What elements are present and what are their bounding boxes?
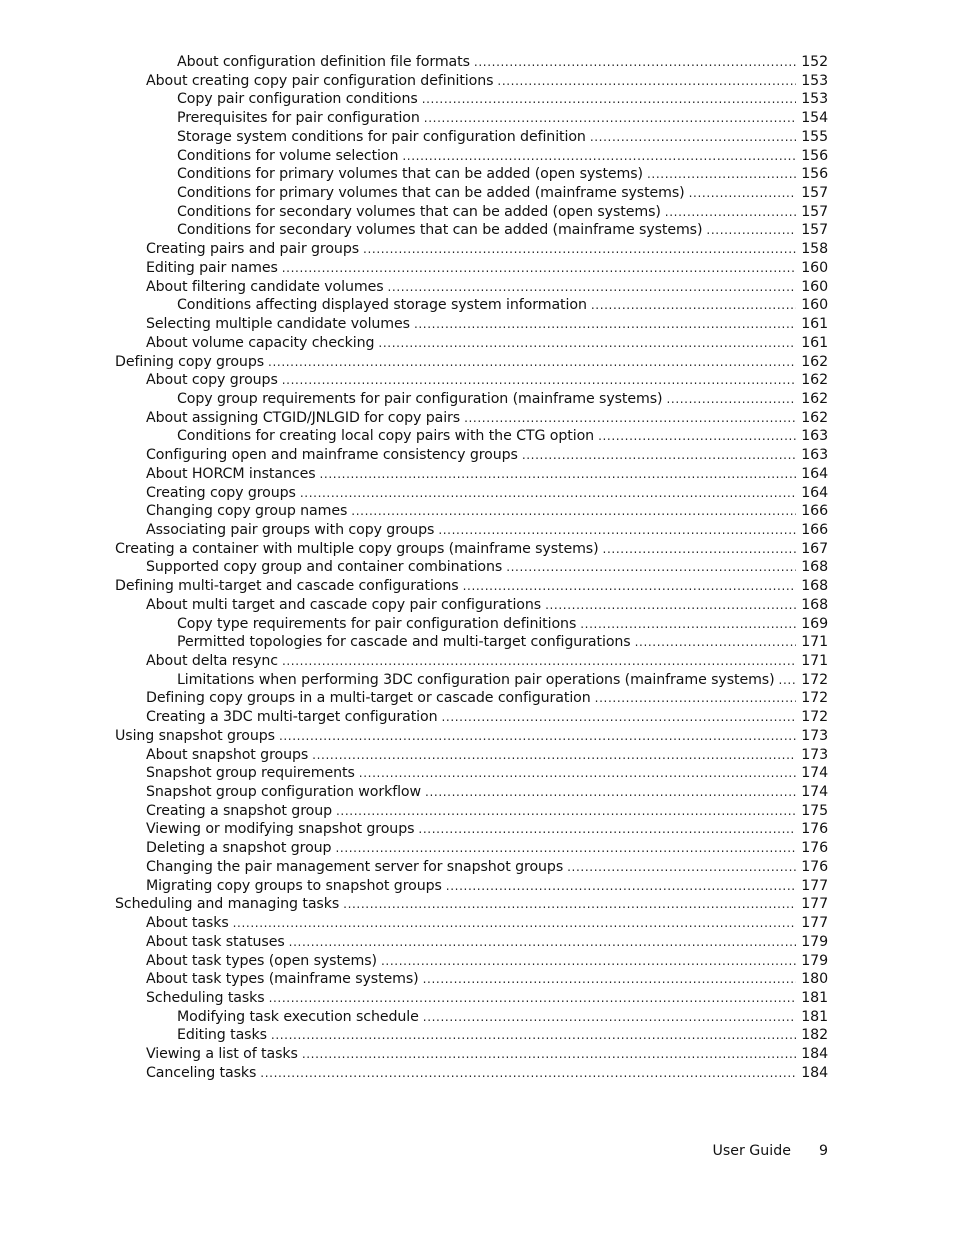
- toc-dot-leader: [320, 465, 797, 484]
- toc-dot-leader: [595, 689, 796, 708]
- toc-entry-page-number[interactable]: 154: [801, 110, 828, 127]
- toc-entry[interactable]: [115, 708, 828, 727]
- toc-entry-title[interactable]: About configuration definition file formats: [177, 54, 470, 70]
- toc-entry[interactable]: [115, 615, 828, 634]
- toc-dot-leader: [446, 877, 796, 896]
- toc-entry[interactable]: [115, 259, 828, 278]
- toc-dot-leader: [388, 278, 797, 297]
- toc-dot-leader: [343, 895, 796, 914]
- toc-entry[interactable]: [115, 240, 828, 259]
- footer-document-name: User Guide: [712, 1143, 791, 1159]
- toc-entry-title[interactable]: About filtering candidate volumes: [146, 278, 384, 295]
- toc-entry-page-number[interactable]: 152: [801, 54, 828, 70]
- toc-entry-page-number[interactable]: 160: [801, 278, 828, 295]
- toc-dot-leader: [312, 746, 796, 765]
- toc-dot-leader: [418, 820, 796, 839]
- toc-entry-page-number[interactable]: 172: [801, 709, 828, 726]
- toc-entry-title[interactable]: Copy type requirements for pair configuration definitions: [177, 615, 577, 632]
- toc-entry-title[interactable]: Snapshot group configuration workflow: [146, 784, 422, 801]
- toc-entry-title[interactable]: Scheduling tasks: [146, 989, 265, 1006]
- toc-entry-title[interactable]: Creating a snapshot group: [146, 802, 332, 819]
- footer-page-number: 9: [818, 1143, 828, 1159]
- toc-entry-page-number[interactable]: 153: [801, 72, 828, 89]
- toc-entry[interactable]: [115, 427, 828, 446]
- toc-entry-title[interactable]: Deleting a snapshot group: [146, 840, 332, 857]
- toc-entry-title[interactable]: About volume capacity checking: [146, 334, 375, 351]
- toc-entry-page-number[interactable]: 158: [801, 241, 828, 258]
- toc-entry[interactable]: [115, 502, 828, 521]
- toc-entry-page-number[interactable]: 157: [801, 185, 828, 202]
- toc-dot-leader: [336, 802, 796, 821]
- toc-dot-leader: [282, 259, 796, 278]
- toc-dot-leader: [666, 390, 796, 409]
- toc-entry-title[interactable]: Using snapshot groups: [115, 727, 275, 744]
- toc-entry-title[interactable]: About delta resync: [146, 653, 278, 669]
- toc-entry-title[interactable]: Defining multi-target and cascade configurations: [115, 578, 459, 595]
- toc-entry-page-number[interactable]: 176: [801, 840, 828, 857]
- toc-dot-leader: [378, 334, 796, 353]
- toc-entry-title[interactable]: Prerequisites for pair configuration: [177, 110, 420, 127]
- toc-entry-title[interactable]: Configuring open and mainframe consistency groups: [146, 447, 518, 464]
- page-footer: [600, 1143, 828, 1159]
- toc-entry-title[interactable]: Creating copy groups: [146, 484, 296, 501]
- toc-entry[interactable]: [115, 802, 828, 821]
- toc-entry[interactable]: [115, 633, 828, 652]
- toc-entry-title[interactable]: About multi target and cascade copy pair configurations: [146, 596, 542, 613]
- toc-entry[interactable]: [115, 783, 828, 802]
- toc-entry[interactable]: [115, 970, 828, 989]
- toc-dot-leader: [422, 90, 796, 109]
- toc-entry-page-number[interactable]: 164: [801, 465, 828, 482]
- toc-entry[interactable]: [115, 72, 828, 91]
- toc-entry-title[interactable]: About assigning CTGID/JNLGID for copy pairs: [146, 409, 461, 426]
- toc-dot-leader: [647, 165, 796, 184]
- toc-dot-leader: [260, 1064, 796, 1083]
- toc-entry-page-number[interactable]: 173: [801, 746, 828, 763]
- toc-entry-page-number[interactable]: 176: [801, 858, 828, 875]
- toc-dot-leader: [779, 671, 796, 690]
- toc-entry-page-number[interactable]: 175: [801, 802, 828, 819]
- toc-entry-title[interactable]: Conditions for creating local copy pairs with the CTG option: [177, 428, 595, 445]
- toc-dot-leader: [271, 1026, 796, 1045]
- toc-entry[interactable]: [115, 90, 828, 109]
- toc-entry-title[interactable]: Creating a 3DC multi-target configuration: [146, 709, 438, 726]
- toc-dot-leader: [635, 633, 796, 652]
- toc-entry-page-number[interactable]: 161: [801, 316, 828, 333]
- toc-dot-leader: [423, 1008, 796, 1027]
- toc-entry-page-number[interactable]: 156: [801, 166, 828, 183]
- toc-entry-title[interactable]: About snapshot groups: [146, 746, 309, 763]
- toc-entry[interactable]: [115, 109, 828, 128]
- toc-entry-page-number[interactable]: 168: [801, 578, 828, 595]
- toc-dot-leader: [381, 952, 796, 971]
- toc-entry-title[interactable]: Editing pair names: [146, 259, 278, 276]
- toc-entry-title[interactable]: Defining copy groups: [115, 353, 265, 370]
- toc-entry[interactable]: [115, 128, 828, 147]
- toc-entry-page-number[interactable]: 169: [801, 615, 828, 632]
- toc-dot-leader: [402, 147, 796, 166]
- toc-entry[interactable]: [115, 652, 828, 671]
- toc-entry-page-number[interactable]: 172: [801, 671, 828, 688]
- toc-entry-page-number[interactable]: 157: [801, 222, 828, 239]
- toc-entry-page-number[interactable]: 180: [801, 971, 828, 988]
- toc-entry[interactable]: [115, 764, 828, 783]
- toc-entry-title[interactable]: Supported copy group and container combinations: [146, 559, 503, 576]
- toc-entry[interactable]: [115, 147, 828, 166]
- toc-entry-title[interactable]: Creating pairs and pair groups: [146, 241, 360, 258]
- toc-dot-leader: [603, 540, 796, 559]
- toc-dot-leader: [414, 315, 796, 334]
- toc-entry-title[interactable]: Snapshot group requirements: [146, 765, 355, 782]
- toc-entry-page-number[interactable]: 168: [801, 559, 828, 576]
- toc-entry-title[interactable]: About HORCM instances: [146, 465, 316, 482]
- toc-entry-page-number[interactable]: 181: [801, 1008, 828, 1025]
- toc-entry[interactable]: [115, 577, 828, 596]
- toc-entry[interactable]: [115, 484, 828, 503]
- toc-entry[interactable]: [115, 53, 828, 72]
- toc-dot-leader: [441, 708, 796, 727]
- toc-dot-leader: [665, 203, 796, 222]
- toc-dot-leader: [423, 970, 796, 989]
- toc-entry-title[interactable]: Migrating copy groups to snapshot groups: [146, 877, 442, 894]
- toc-dot-leader: [268, 353, 796, 372]
- toc-entry-title[interactable]: Changing copy group names: [146, 503, 348, 520]
- toc-entry-page-number[interactable]: 171: [801, 634, 828, 651]
- toc-dot-leader: [282, 371, 796, 390]
- toc-entry-title[interactable]: Defining copy groups in a multi-target or cascade configuration: [146, 690, 591, 707]
- toc-entry-page-number[interactable]: 174: [801, 784, 828, 801]
- toc-entry-title[interactable]: Conditions for primary volumes that can be added (mainframe systems): [177, 185, 685, 202]
- toc-entry[interactable]: [115, 1026, 828, 1045]
- toc-entry-title[interactable]: Scheduling and managing tasks: [115, 896, 340, 913]
- toc-dot-leader: [289, 933, 796, 952]
- toc-dot-leader: [279, 727, 796, 746]
- toc-entry-page-number[interactable]: 161: [801, 334, 828, 351]
- toc-entry[interactable]: [115, 446, 828, 465]
- toc-entry-page-number[interactable]: 163: [801, 428, 828, 445]
- toc-entry[interactable]: [115, 858, 828, 877]
- toc-dot-leader: [463, 577, 796, 596]
- toc-entry-page-number[interactable]: 160: [801, 259, 828, 276]
- toc-entry[interactable]: [115, 371, 828, 390]
- toc-entry-page-number[interactable]: 163: [801, 447, 828, 464]
- toc-entry-title[interactable]: About task statuses: [146, 933, 285, 950]
- toc-entry[interactable]: [115, 221, 828, 240]
- toc-entry[interactable]: [115, 877, 828, 896]
- toc-entry-page-number[interactable]: 171: [801, 653, 828, 669]
- toc-entry-title[interactable]: About task types (open systems): [146, 952, 377, 969]
- toc-entry-page-number[interactable]: 177: [801, 896, 828, 913]
- toc-entry[interactable]: [115, 689, 828, 708]
- toc-entry-title[interactable]: Limitations when performing 3DC configuration pair operations (mainframe systems): [177, 671, 775, 688]
- toc-entry-page-number[interactable]: 173: [801, 727, 828, 744]
- toc-dot-leader: [438, 521, 796, 540]
- toc-entry-page-number[interactable]: 177: [801, 915, 828, 932]
- toc-entry[interactable]: [115, 465, 828, 484]
- toc-dot-leader: [580, 615, 796, 634]
- toc-entry[interactable]: [115, 933, 828, 952]
- toc-entry[interactable]: [115, 1064, 828, 1083]
- toc-dot-leader: [474, 53, 796, 72]
- toc-dot-leader: [363, 240, 796, 259]
- toc-entry-title[interactable]: Creating a container with multiple copy groups (mainframe systems): [115, 540, 599, 557]
- toc-dot-leader: [335, 839, 796, 858]
- toc-entry[interactable]: [115, 390, 828, 409]
- toc-entry-title[interactable]: Canceling tasks: [146, 1064, 257, 1081]
- toc-entry[interactable]: [115, 952, 828, 971]
- toc-entry-title[interactable]: About tasks: [146, 915, 229, 932]
- toc-entry-page-number[interactable]: 166: [801, 503, 828, 520]
- toc-entry-page-number[interactable]: 167: [801, 540, 828, 557]
- toc-entry-page-number[interactable]: 162: [801, 390, 828, 407]
- toc-entry[interactable]: [115, 278, 828, 297]
- toc-entry-title[interactable]: Storage system conditions for pair configuration definition: [177, 128, 586, 145]
- toc-entry[interactable]: [115, 746, 828, 765]
- toc-entry-title[interactable]: Associating pair groups with copy groups: [146, 521, 435, 538]
- toc-entry[interactable]: [115, 353, 828, 372]
- toc-dot-leader: [464, 409, 796, 428]
- toc-entry-page-number[interactable]: 179: [801, 952, 828, 969]
- toc-dot-leader: [689, 184, 796, 203]
- toc-entry-page-number[interactable]: 157: [801, 203, 828, 220]
- toc-entry-page-number[interactable]: 184: [801, 1064, 828, 1081]
- toc-entry[interactable]: [115, 521, 828, 540]
- toc-entry[interactable]: [115, 839, 828, 858]
- toc-entry[interactable]: [115, 165, 828, 184]
- toc-dot-leader: [351, 502, 796, 521]
- toc-entry[interactable]: [115, 184, 828, 203]
- toc-dot-leader: [590, 128, 796, 147]
- toc-entry[interactable]: [115, 727, 828, 746]
- toc-entry[interactable]: [115, 540, 828, 559]
- toc-dot-leader: [300, 484, 796, 503]
- toc-entry-title[interactable]: Selecting multiple candidate volumes: [146, 316, 410, 333]
- toc-entry-title[interactable]: Conditions for volume selection: [177, 147, 399, 164]
- toc-entry-page-number[interactable]: 172: [801, 690, 828, 707]
- toc-entry-page-number[interactable]: 168: [801, 596, 828, 613]
- toc-entry-page-number[interactable]: 176: [801, 821, 828, 838]
- toc-entry[interactable]: [115, 315, 828, 334]
- toc-entry-title[interactable]: Copy pair configuration conditions: [177, 91, 418, 108]
- toc-entry-title[interactable]: Changing the pair management server for snapshot groups: [146, 858, 564, 875]
- toc-entry-page-number[interactable]: 182: [801, 1027, 828, 1044]
- toc-entry[interactable]: [115, 409, 828, 428]
- toc-dot-leader: [424, 109, 796, 128]
- toc-entry-page-number[interactable]: 164: [801, 484, 828, 501]
- toc-dot-leader: [506, 558, 796, 577]
- toc-entry-page-number[interactable]: 153: [801, 91, 828, 108]
- toc-dot-leader: [591, 296, 796, 315]
- toc-entry[interactable]: [115, 914, 828, 933]
- toc-entry-title[interactable]: Viewing or modifying snapshot groups: [146, 821, 415, 838]
- toc-dot-leader: [282, 652, 796, 671]
- toc-dot-leader: [598, 427, 796, 446]
- toc-dot-leader: [706, 221, 796, 240]
- toc-entry[interactable]: [115, 296, 828, 315]
- toc-dot-leader: [567, 858, 796, 877]
- toc-dot-leader: [359, 764, 796, 783]
- toc-dot-leader: [522, 446, 796, 465]
- toc-entry[interactable]: [115, 895, 828, 914]
- toc-entry-title[interactable]: About task types (mainframe systems): [146, 971, 419, 988]
- toc-entry-title[interactable]: Copy group requirements for pair configuration (mainframe systems): [177, 390, 663, 407]
- toc-entry-page-number[interactable]: 174: [801, 765, 828, 782]
- toc-entry-page-number[interactable]: 181: [801, 989, 828, 1006]
- toc-entry-title[interactable]: Viewing a list of tasks: [146, 1046, 298, 1063]
- toc-entry-title[interactable]: Editing tasks: [177, 1027, 267, 1044]
- toc-entry-title[interactable]: Conditions for secondary volumes that can be added (open systems): [177, 203, 661, 220]
- toc-entry-page-number[interactable]: 162: [801, 409, 828, 426]
- toc-entry[interactable]: [115, 596, 828, 615]
- toc-entry[interactable]: [115, 820, 828, 839]
- toc-dot-leader: [302, 1045, 796, 1064]
- toc-entry[interactable]: [115, 671, 828, 690]
- toc-entry[interactable]: [115, 1008, 828, 1027]
- toc-entry-page-number[interactable]: 156: [801, 147, 828, 164]
- toc-dot-leader: [425, 783, 796, 802]
- toc-entry-page-number[interactable]: 177: [801, 877, 828, 894]
- toc-entry-title[interactable]: Modifying task execution schedule: [177, 1008, 419, 1025]
- toc-dot-leader: [545, 596, 796, 615]
- toc-entry-title[interactable]: Permitted topologies for cascade and multi-target configurations: [177, 634, 631, 651]
- toc-entry-title[interactable]: About copy groups: [146, 372, 278, 389]
- toc-dot-leader: [497, 72, 796, 91]
- toc-entry-title[interactable]: About creating copy pair configuration definitions: [146, 72, 494, 89]
- toc-entry-title[interactable]: Conditions for secondary volumes that can be added (mainframe systems): [177, 222, 703, 239]
- toc-entry-title[interactable]: Conditions for primary volumes that can be added (open systems): [177, 166, 643, 183]
- toc-entry-page-number[interactable]: 166: [801, 521, 828, 538]
- toc-entry-page-number[interactable]: 184: [801, 1046, 828, 1063]
- toc-dot-leader: [269, 989, 796, 1008]
- toc-entry-page-number[interactable]: 162: [801, 372, 828, 389]
- toc-entry[interactable]: [115, 558, 828, 577]
- toc-entry-page-number[interactable]: 162: [801, 353, 828, 370]
- table-of-contents: [115, 53, 828, 1083]
- toc-entry-title[interactable]: Conditions affecting displayed storage system information: [177, 297, 587, 314]
- toc-entry[interactable]: [115, 334, 828, 353]
- toc-entry[interactable]: [115, 989, 828, 1008]
- toc-entry[interactable]: [115, 203, 828, 222]
- toc-dot-leader: [233, 914, 796, 933]
- toc-entry-page-number[interactable]: 160: [801, 297, 828, 314]
- toc-entry-page-number[interactable]: 179: [801, 933, 828, 950]
- toc-entry-page-number[interactable]: 155: [801, 128, 828, 145]
- toc-entry[interactable]: [115, 1045, 828, 1064]
